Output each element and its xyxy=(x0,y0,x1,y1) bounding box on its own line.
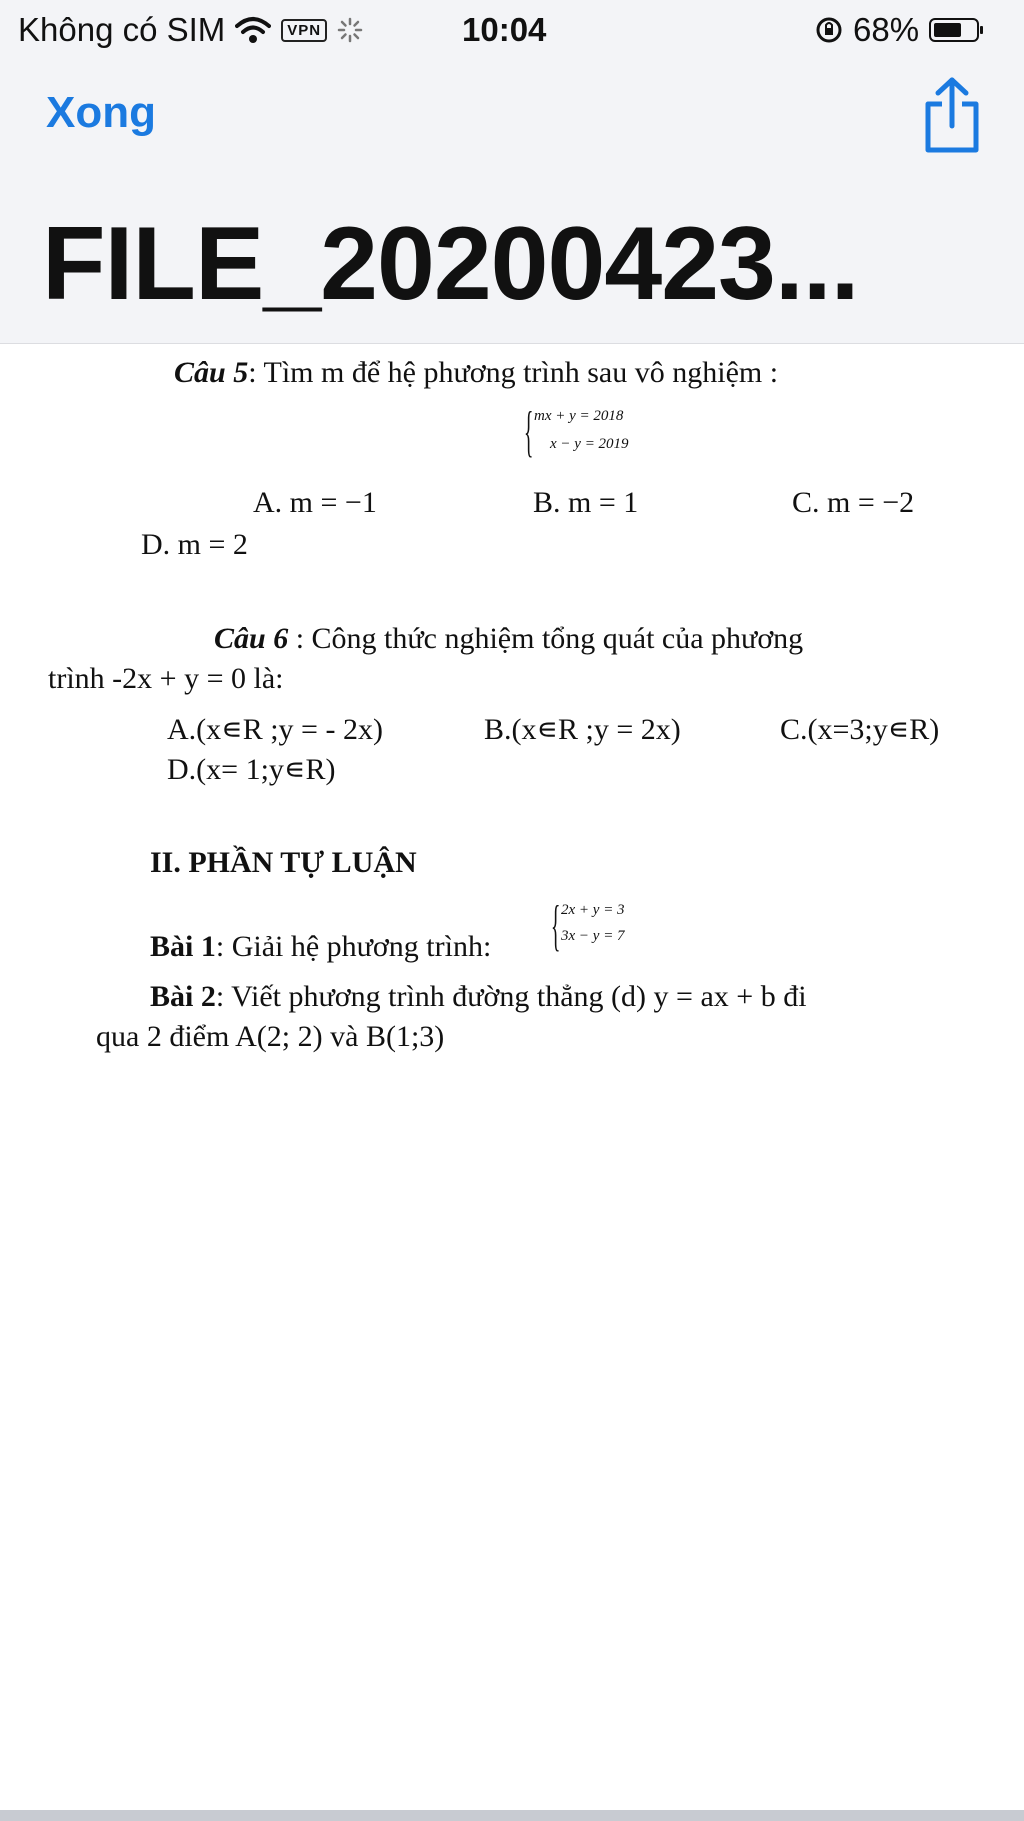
q5-label: Câu 5 xyxy=(174,356,249,389)
q6-text-line1: : Công thức nghiệm tổng quát của phương xyxy=(288,622,804,655)
activity-spinner-icon xyxy=(337,17,363,43)
q5-option-c: C. m = −2 xyxy=(792,486,915,519)
q6-option-b: B.(x∊R ;y = 2x) xyxy=(484,713,681,746)
vpn-badge: VPN xyxy=(281,19,327,42)
q6-text-line2: trình -2x + y = 0 là: xyxy=(48,662,284,695)
battery-percent: 68% xyxy=(853,11,920,48)
q6-option-c: C.(x=3;y∊R) xyxy=(780,713,940,746)
status-left xyxy=(18,8,363,52)
orientation-lock-icon xyxy=(815,16,843,44)
q6-option-a: A.(x∊R ;y = - 2x) xyxy=(167,713,383,746)
bai2-label: Bài 2 xyxy=(150,980,216,1013)
q5-option-d: D. m = 2 xyxy=(141,528,248,561)
bai1-brace: { xyxy=(551,895,561,957)
top-bar xyxy=(0,0,1024,344)
q5-text: : Tìm m để hệ phương trình sau vô nghiệm : xyxy=(248,356,779,389)
battery-icon xyxy=(929,18,979,42)
bai1-text: : Giải hệ phương trình: xyxy=(215,930,492,963)
bai2-text-line2: qua 2 điểm A(2; 2) và B(1;3) xyxy=(96,1020,445,1053)
section-heading: II. PHẦN TỰ LUẬN xyxy=(150,846,417,879)
q5-option-a: A. m = −1 xyxy=(253,486,377,519)
q6-prompt xyxy=(214,622,803,656)
bai1-label: Bài 1 xyxy=(150,930,216,963)
carrier-label: Không có SIM xyxy=(18,11,226,48)
q5-eq2: x − y = 2019 xyxy=(550,436,629,452)
q6-option-d: D.(x= 1;y∊R) xyxy=(167,753,336,786)
wifi-icon xyxy=(235,16,271,44)
bai2-prompt xyxy=(150,980,807,1014)
q5-option-b: B. m = 1 xyxy=(533,486,639,519)
status-right xyxy=(815,8,979,52)
bottom-toolbar-edge xyxy=(0,1810,1024,1821)
q5-prompt xyxy=(174,356,778,390)
bai1-prompt xyxy=(150,930,491,964)
share-icon[interactable] xyxy=(922,76,982,156)
bai1-eq1: 2x + y = 3 xyxy=(561,902,625,918)
q6-label: Câu 6 xyxy=(214,622,289,655)
bai2-text-line1: : Viết phương trình đường thẳng (d) y = ax + b đi xyxy=(215,980,807,1013)
document-page xyxy=(0,344,1024,1821)
q5-eq1: mx + y = 2018 xyxy=(534,408,624,424)
done-button[interactable]: Xong xyxy=(46,88,156,137)
bai1-eq2: 3x − y = 7 xyxy=(561,928,625,944)
file-title: FILE_20200423... xyxy=(42,206,859,322)
q5-brace: { xyxy=(524,401,534,463)
status-time: 10:04 xyxy=(462,11,547,48)
